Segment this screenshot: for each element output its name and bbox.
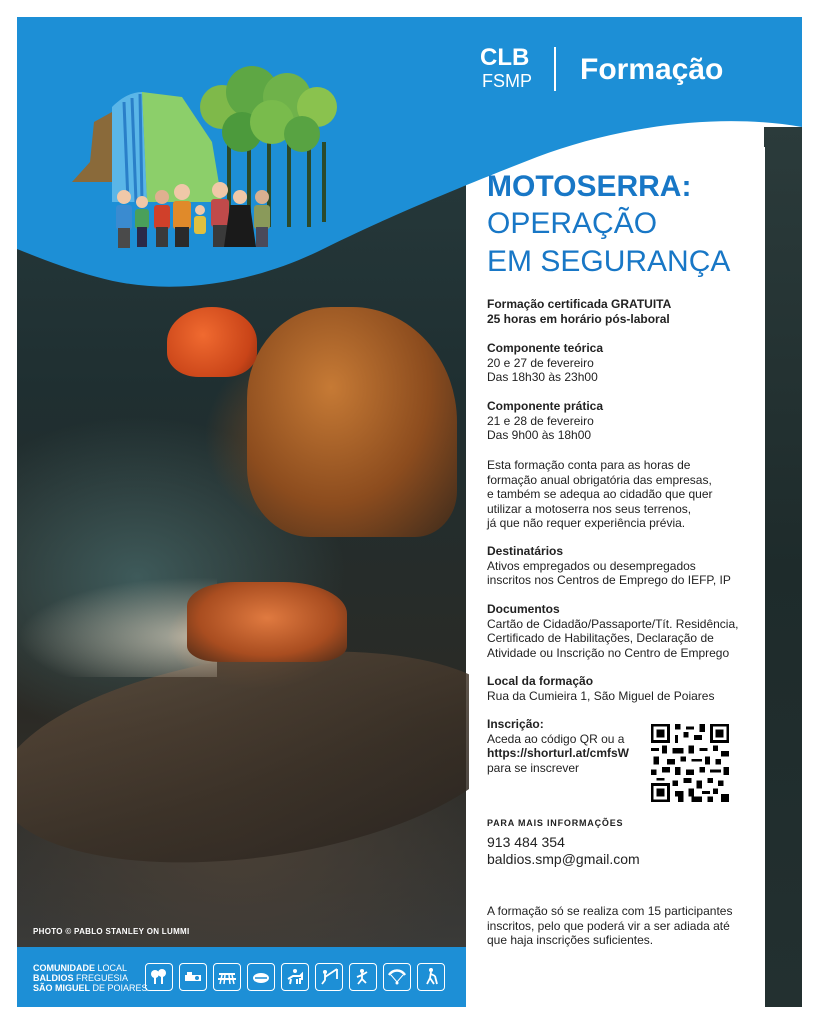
community-illustration — [72, 52, 342, 252]
audience-block — [487, 544, 731, 588]
intro-hours: 25 horas em horário pós-laboral — [487, 311, 670, 326]
org-line1-rest: LOCAL — [95, 963, 128, 973]
location-block — [487, 674, 714, 703]
description-line: utilizar a motoserra nos seus terrenos, — [487, 501, 692, 516]
photo-credit: PHOTO © PABLO STANLEY ON LUMMI — [33, 927, 190, 936]
theory-heading: Componente teórica — [487, 341, 604, 355]
hiking-icon — [417, 963, 445, 991]
documents-line: Atividade ou Inscrição no Centro de Emprego — [487, 645, 730, 660]
description-line: e também se adequa ao cidadão que quer — [487, 487, 713, 501]
registration-link[interactable]: https://shorturl.at/cmfsW — [487, 746, 630, 760]
documents-line: Certificado de Habilitações, Declaração de — [487, 631, 714, 645]
brand-divider — [554, 47, 556, 91]
chainsaw — [187, 582, 347, 662]
location-address: Rua da Cumieira 1, São Miguel de Poiares — [487, 688, 715, 703]
intro-block — [487, 297, 671, 326]
registration-line: Aceda ao código QR ou a — [487, 731, 625, 746]
contact-email[interactable]: baldios.smp@gmail.com — [487, 851, 640, 867]
theory-block — [487, 341, 603, 385]
documents-block — [487, 602, 738, 660]
qr-code-icon[interactable] — [651, 724, 729, 802]
documents-line: Cartão de Cidadão/Passaporte/Tít. Residência, — [487, 616, 739, 631]
org-line2-rest: FREGUESIA — [73, 973, 129, 983]
organization-name — [33, 963, 148, 993]
practice-heading: Componente prática — [487, 399, 604, 413]
audience-heading: Destinatários — [487, 544, 564, 558]
registration-heading: Inscrição: — [487, 717, 544, 731]
note-line: inscritos, pelo que poderá vir a ser adiada até — [487, 918, 730, 933]
brand-fsmp: FSMP — [482, 71, 533, 91]
org-line3-rest: DE POIARES — [90, 983, 148, 993]
worker-jacket — [247, 307, 457, 537]
paragliding-icon — [383, 963, 411, 991]
note-line: A formação só se realiza com 15 participantes — [487, 904, 733, 918]
poster — [17, 17, 802, 1007]
section-title: Formação — [580, 53, 724, 86]
note-block — [487, 904, 732, 948]
horse-riding-icon — [281, 963, 309, 991]
audience-line: Ativos empregados ou desempregados — [487, 558, 696, 573]
theory-dates: 20 e 27 de fevereiro — [487, 355, 594, 370]
practice-hours: Das 9h00 às 18h00 — [487, 428, 592, 442]
contact-heading: PARA MAIS INFORMAÇÕES — [487, 818, 624, 828]
registration-block — [487, 717, 629, 775]
org-line1-bold: COMUNIDADE — [33, 963, 95, 973]
org-line3-bold: SÃO MIGUEL — [33, 983, 91, 993]
picnic-table-icon — [213, 963, 241, 991]
course-title-line3: EM SEGURANÇA — [487, 245, 731, 278]
audience-line: inscritos nos Centros de Emprego do IEFP, IP — [487, 573, 731, 587]
description-line: Esta formação conta para as horas de — [487, 458, 691, 472]
sawmill-icon — [179, 963, 207, 991]
practice-dates: 21 e 28 de fevereiro — [487, 413, 594, 428]
description-line: já que não requer experiência prévia. — [487, 516, 686, 530]
theory-hours: Das 18h30 às 23h00 — [487, 370, 598, 384]
org-line2-bold: BALDIOS — [33, 973, 74, 983]
climbing-icon — [349, 963, 377, 991]
description-block — [487, 458, 713, 531]
intro-free: Formação certificada GRATUITA — [487, 297, 672, 311]
footer-bar — [17, 947, 466, 1007]
beekeeping-icon — [247, 963, 275, 991]
course-title-line1: MOTOSERRA: — [487, 170, 692, 203]
fishing-icon — [315, 963, 343, 991]
brand-clb: CLB — [480, 44, 530, 71]
registration-line: para se inscrever — [487, 760, 580, 775]
contact-phone[interactable]: 913 484 354 — [487, 834, 565, 850]
practice-block — [487, 399, 603, 443]
course-title-line2: OPERAÇÃO — [487, 207, 658, 240]
trees-icon — [145, 963, 173, 991]
documents-heading: Documentos — [487, 602, 560, 616]
location-heading: Local da formação — [487, 674, 594, 688]
description-line: formação anual obrigatória das empresas, — [487, 472, 712, 487]
note-line: que haja inscrições suficientes. — [487, 933, 654, 947]
safety-helmet — [167, 307, 257, 377]
